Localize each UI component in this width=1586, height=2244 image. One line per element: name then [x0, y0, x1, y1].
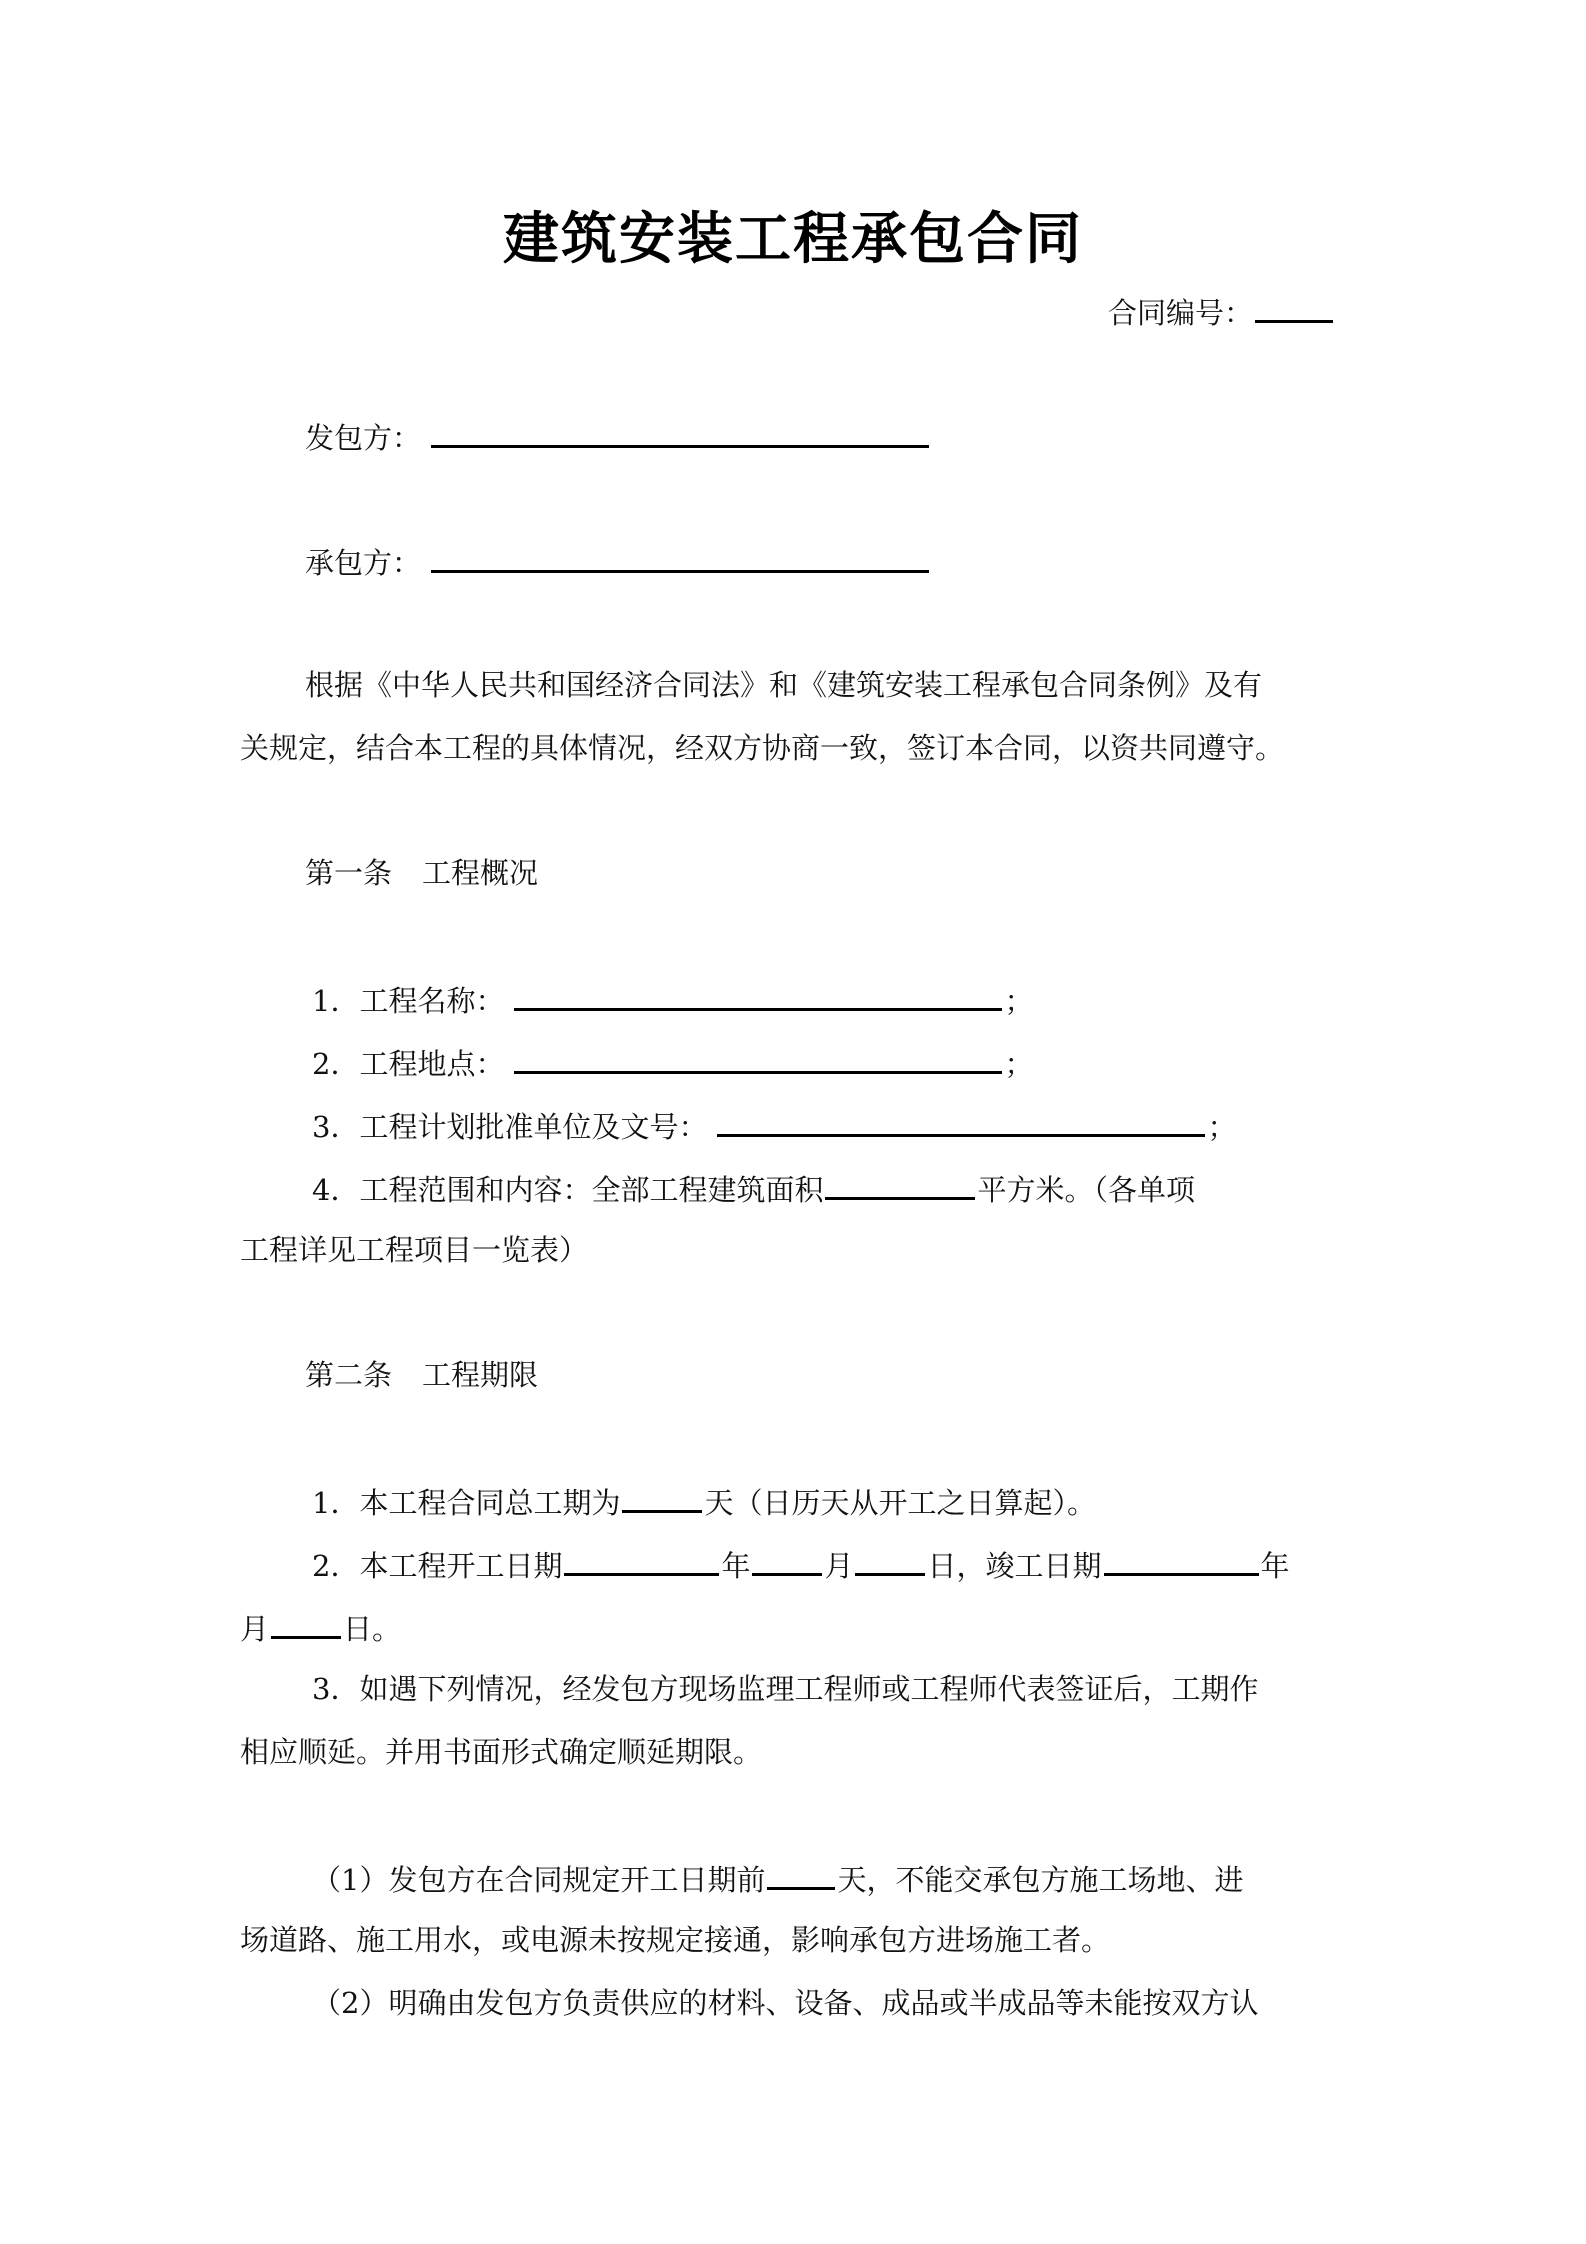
- article-2-sub-1: [312, 1857, 1243, 1900]
- duration-suffix: 天（日历天从开工之日算起）。: [704, 1486, 1096, 1520]
- total-days-field[interactable]: [622, 1480, 702, 1513]
- article-2-heading: [305, 1355, 538, 1395]
- article-1-number: 第一条: [305, 856, 393, 890]
- scope-suffix: 平方米。（各单项: [977, 1173, 1195, 1207]
- party-a-label: 发包方：: [305, 421, 422, 455]
- site-days-field[interactable]: [767, 1857, 835, 1890]
- article-2-title: 工程期限: [422, 1358, 539, 1392]
- month-label: 月: [824, 1549, 854, 1583]
- article-2-sub-2-line-1: （2）明确由发包方负责供应的材料、设备、成品或半成品等未能按双方认: [312, 1986, 1259, 2020]
- sub-1-prefix: （1）发包方在合同规定开工日期前: [312, 1863, 766, 1897]
- preamble-line-1: 根据《中华人民共和国经济合同法》和《建筑安装工程承包合同条例》及有: [305, 668, 1263, 702]
- project-location-field[interactable]: [514, 1041, 1002, 1074]
- completion-date-label: 日，竣工日期: [927, 1549, 1102, 1583]
- article-1-item-2: [312, 1041, 1033, 1084]
- approval-unit-field[interactable]: [717, 1104, 1205, 1137]
- project-name-field[interactable]: [514, 978, 1002, 1011]
- preamble-line-2: 关规定，结合本工程的具体情况，经双方协商一致，签订本合同，以资共同遵守。: [240, 731, 1285, 765]
- article-1-item-3: [312, 1104, 1236, 1147]
- building-area-field[interactable]: [825, 1167, 975, 1200]
- day-label: 日。: [343, 1612, 402, 1646]
- month-label: 月: [240, 1612, 270, 1646]
- contract-number-row: [1108, 290, 1335, 333]
- article-2-item-1: [312, 1480, 1096, 1523]
- article-1-item-1: [312, 978, 1033, 1021]
- start-year-field[interactable]: [564, 1543, 719, 1576]
- party-b-row: [305, 540, 931, 583]
- article-2-item-3-line-2: 相应顺延。并用书面形式确定顺延期限。: [240, 1735, 763, 1769]
- article-1-item-4-line-2: 工程详见工程项目一览表）: [240, 1233, 589, 1267]
- end-year-field[interactable]: [1104, 1543, 1259, 1576]
- document-title: 建筑安装工程承包合同: [503, 207, 1083, 272]
- year-label: 年: [721, 1549, 751, 1583]
- start-day-field[interactable]: [855, 1543, 925, 1576]
- article-1-title: 工程概况: [422, 856, 539, 890]
- end-month-day-field[interactable]: [271, 1606, 341, 1639]
- semicolon: ；: [1207, 1110, 1237, 1144]
- semicolon: ；: [1004, 984, 1034, 1018]
- year-label: 年: [1260, 1549, 1290, 1583]
- start-date-prefix: 2．本工程开工日期: [312, 1549, 563, 1583]
- project-name-label: 1．工程名称：: [312, 984, 505, 1018]
- contract-number-label: 合同编号：: [1108, 296, 1254, 330]
- party-b-field[interactable]: [431, 540, 929, 573]
- approval-unit-label: 3．工程计划批准单位及文号：: [312, 1110, 708, 1144]
- article-1-item-4: [312, 1167, 1195, 1210]
- project-location-label: 2．工程地点：: [312, 1047, 505, 1081]
- party-a-field[interactable]: [431, 415, 929, 448]
- sub-1-suffix: 天，不能交承包方施工场地、进: [837, 1863, 1244, 1897]
- start-month-field[interactable]: [752, 1543, 822, 1576]
- article-2-number: 第二条: [305, 1358, 393, 1392]
- party-a-row: [305, 415, 931, 458]
- scope-prefix: 4．工程范围和内容：全部工程建筑面积: [312, 1173, 824, 1207]
- party-b-label: 承包方：: [305, 546, 422, 580]
- article-2-item-2: [312, 1543, 1290, 1586]
- article-1-heading: [305, 853, 538, 893]
- contract-number-field[interactable]: [1255, 290, 1333, 323]
- semicolon: ；: [1004, 1047, 1034, 1081]
- duration-prefix: 1．本工程合同总工期为: [312, 1486, 621, 1520]
- article-2-item-3-line-1: 3．如遇下列情况，经发包方现场监理工程师或工程师代表签证后，工期作: [312, 1672, 1259, 1706]
- article-2-item-2-line-2: [240, 1606, 401, 1649]
- article-2-sub-1-line-2: 场道路、施工用水，或电源未按规定接通，影响承包方进场施工者。: [240, 1923, 1111, 1957]
